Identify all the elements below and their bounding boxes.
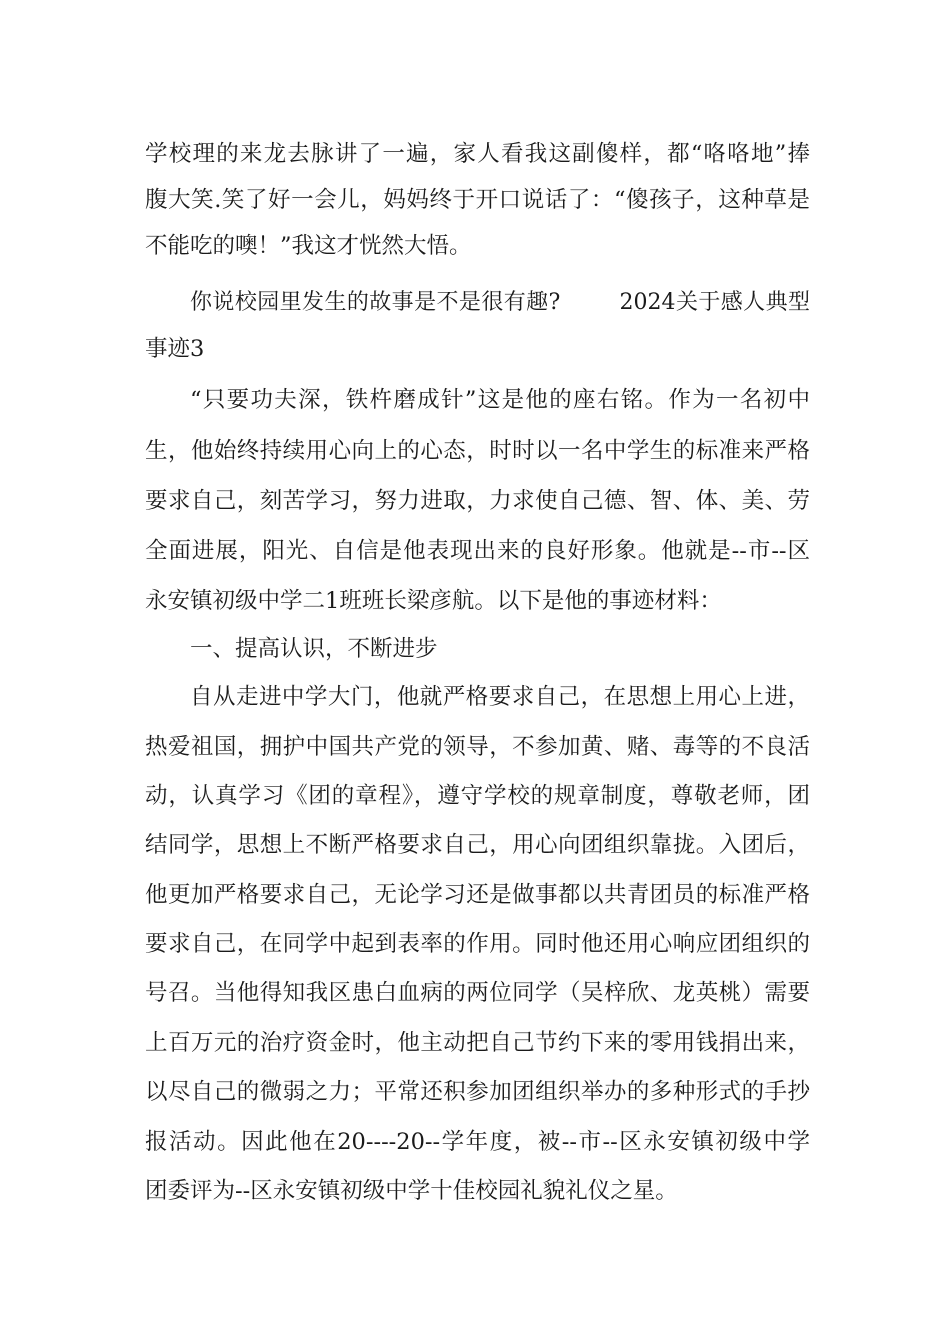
text-line: 永安镇初级中学二1班班长梁彦航。以下是他的事迹材料： [145, 588, 722, 614]
text-line: 热爱祖国，拥护中国共产党的领导，不参加黄、赌、毒等的不良活 [145, 734, 810, 760]
text-line: 要求自己，在同学中起到表率的作用。同时他还用心响应团组织的 [145, 931, 810, 957]
text-line: “只要功夫深，铁杵磨成针”这是他的座右铭。作为一名初中 [190, 387, 810, 413]
text-line: 报活动。因此他在20----20--学年度，被--市--区永安镇初级中学 [145, 1129, 810, 1155]
text-line: 腹大笑.笑了好一会儿，妈妈终于开口说话了：“傻孩子，这种草是 [145, 187, 810, 213]
text-line: 团委评为--区永安镇初级中学十佳校园礼貌礼仪之星。 [145, 1178, 678, 1204]
text-line: 结同学，思想上不断严格要求自己，用心向团组织靠拢。入团后， [145, 832, 810, 858]
text-line: 生，他始终持续用心向上的心态，时时以一名中学生的标准来严格 [145, 438, 810, 464]
text-line: 学校理的来龙去脉讲了一遍，家人看我这副傻样，都“咯咯地”捧 [145, 141, 810, 167]
text-line: 不能吃的噢！”我这才恍然大悟。 [145, 233, 472, 259]
text-line: 他更加严格要求自己，无论学习还是做事都以共青团员的标准严格 [145, 882, 810, 908]
text-line: 要求自己，刻苦学习，努力进取，力求使自己德、智、体、美、劳 [145, 488, 810, 514]
text-line: 上百万元的治疗资金时，他主动把自己节约下来的零用钱捐出来， [145, 1030, 810, 1056]
section-heading: 一、提高认识，不断进步 [190, 636, 438, 662]
text-line: 事迹3 [145, 336, 205, 362]
text-line: 动，认真学习《团的章程》，遵守学校的规章制度，尊敬老师，团 [145, 783, 810, 809]
text-line: 以尽自己的微弱之力；平常还积参加团组织举办的多种形式的手抄 [145, 1079, 810, 1105]
text-line: 你说校园里发生的故事是不是很有趣? 2024关于感人典型 [190, 290, 810, 315]
text-line: 全面进展，阳光、自信是他表现出来的良好形象。他就是--市--区 [145, 538, 810, 564]
text-line: 号召。当他得知我区患白血病的两位同学（吴梓欣、龙英桃）需要 [145, 980, 810, 1006]
text-line: 自从走进中学大门，他就严格要求自己，在思想上用心上进， [190, 684, 810, 710]
